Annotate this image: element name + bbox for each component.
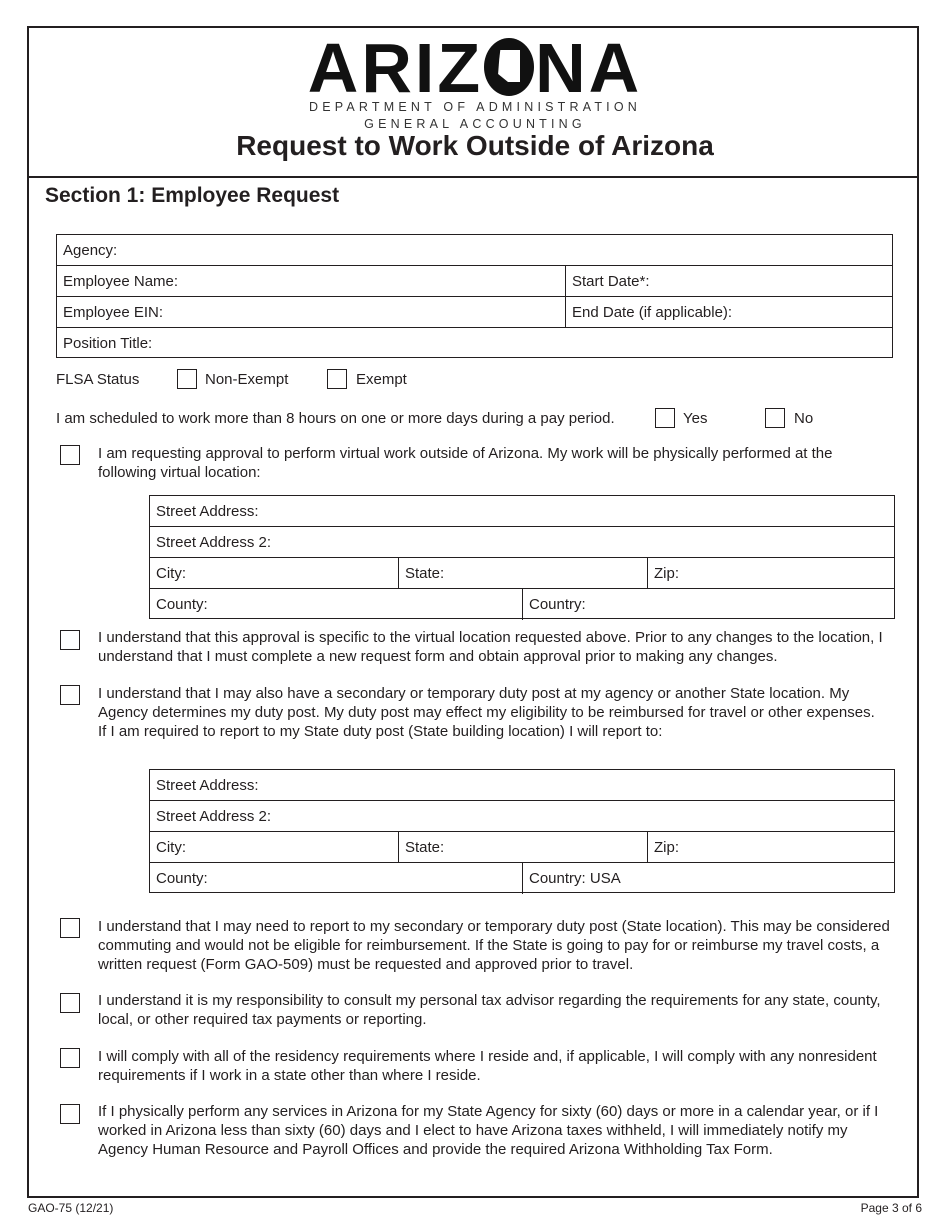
arizona-state-icon	[484, 38, 534, 96]
ack-withholding-checkbox[interactable]	[60, 1104, 80, 1124]
virtual-country-label: Country:	[529, 596, 586, 613]
employee-info-grid	[56, 234, 893, 358]
duty-county-label: County:	[156, 870, 208, 887]
agency-label: Agency:	[63, 242, 118, 259]
end-date-field[interactable]	[565, 297, 892, 327]
exempt-label: Exempt	[356, 371, 407, 388]
duty-county-field[interactable]	[150, 863, 522, 894]
virtual-county-field[interactable]	[150, 589, 522, 620]
ack-location-checkbox[interactable]	[60, 630, 80, 650]
ack-withholding-text: If I physically perform any services in Arizona for my State Agency for sixty (60) days or more in a calendar year, or if I worked in Arizona less than sixty (60) days and I elect to have Arizona taxes withheld, I will immediately notify my Agency Human Resource and Payroll Offices and provide the required Arizona Withholding Tax Form.	[98, 1103, 879, 1158]
position-title-field[interactable]	[57, 328, 892, 359]
ack-duty-post-checkbox[interactable]	[60, 685, 80, 705]
virtual-zip-field[interactable]	[647, 558, 894, 588]
virtual-request-text: I am requesting approval to perform virtual work outside of Arizona. My work will be physically performed at the following virtual location:	[98, 445, 833, 481]
virtual-zip-label: Zip:	[654, 565, 680, 582]
department-name: DEPARTMENT OF ADMINISTRATION	[309, 100, 641, 114]
virtual-city-field[interactable]	[150, 558, 398, 588]
duty-county-row	[150, 863, 894, 894]
ack-tax-text: I understand it is my responsibility to consult my personal tax advisor regarding the requirements for any state, county, local, or other required tax payments or reporting.	[98, 992, 881, 1028]
duty-address-grid	[149, 769, 895, 893]
duty-state-label: State:	[405, 839, 445, 856]
employee-ein-field[interactable]	[57, 297, 565, 327]
duty-country-field[interactable]	[522, 863, 894, 894]
ack-residency-text: I will comply with all of the residency requirements where I reside and, if applicable, I will comply with any nonresident requirements if I work in a state other than where I reside.	[98, 1048, 877, 1084]
duty-street2-row	[150, 801, 894, 832]
virtual-street-field[interactable]	[150, 496, 894, 526]
form-title: Request to Work Outside of Arizona	[236, 130, 714, 161]
duty-zip-label: Zip:	[654, 839, 680, 856]
position-title-label: Position Title:	[63, 335, 153, 352]
end-date-label: End Date (if applicable):	[572, 304, 733, 321]
duty-street2-label: Street Address 2:	[156, 808, 272, 825]
duty-street-field[interactable]	[150, 770, 894, 800]
duty-country-label: Country: USA	[529, 870, 621, 887]
virtual-address-grid	[149, 495, 895, 619]
ack-commuting-checkbox[interactable]	[60, 918, 80, 938]
virtual-request-checkbox[interactable]	[60, 445, 80, 465]
flsa-status-label: FLSA Status	[56, 371, 140, 388]
schedule-yes-label: Yes	[683, 410, 708, 427]
form-id: GAO-75 (12/21)	[28, 1201, 114, 1215]
employee-ein-label: Employee EIN:	[63, 304, 164, 321]
ack-residency-checkbox[interactable]	[60, 1048, 80, 1068]
employee-name-label: Employee Name:	[63, 273, 179, 290]
employee-name-row	[57, 266, 892, 297]
logo-text-right: NA	[535, 29, 643, 107]
non-exempt-label: Non-Exempt	[205, 371, 289, 388]
ack-tax-checkbox[interactable]	[60, 993, 80, 1013]
virtual-county-label: County:	[156, 596, 208, 613]
virtual-country-field[interactable]	[522, 589, 894, 620]
agency-row	[57, 235, 892, 266]
page-number: Page 3 of 6	[860, 1201, 922, 1215]
agency-field[interactable]	[57, 235, 892, 265]
start-date-label: Start Date*:	[572, 273, 650, 290]
logo-text-left: ARIZ	[307, 29, 484, 107]
schedule-no-label: No	[794, 410, 814, 427]
ack-commuting-text: I understand that I may need to report to my secondary or temporary duty post (State location). This may be considered commuting and would not be eligible for reimbursement. If the State is going to pay for or reimburse my travel costs, a written request (Form GAO-509) must be requested and approved prior to travel.	[98, 918, 890, 973]
duty-city-field[interactable]	[150, 832, 398, 862]
virtual-city-label: City:	[156, 565, 186, 582]
duty-city-label: City:	[156, 839, 186, 856]
division-name: GENERAL ACCOUNTING	[364, 117, 586, 131]
duty-zip-field[interactable]	[647, 832, 894, 862]
employee-ein-row	[57, 297, 892, 328]
duty-city-row	[150, 832, 894, 863]
section-title: Section 1: Employee Request	[45, 184, 340, 207]
virtual-county-row	[150, 589, 894, 620]
virtual-street-label: Street Address:	[156, 503, 259, 520]
duty-street2-field[interactable]	[150, 801, 894, 831]
virtual-street2-field[interactable]	[150, 527, 894, 557]
virtual-street2-label: Street Address 2:	[156, 534, 272, 551]
virtual-state-label: State:	[405, 565, 445, 582]
non-exempt-checkbox[interactable]	[177, 369, 197, 389]
duty-street-row	[150, 770, 894, 801]
schedule-question: I am scheduled to work more than 8 hours on one or more days during a pay period.	[56, 410, 615, 427]
duty-street-label: Street Address:	[156, 777, 259, 794]
duty-state-field[interactable]	[398, 832, 647, 862]
ack-duty-post-text: I understand that I may also have a secondary or temporary duty post at my agency or another State location. My Agency determines my duty post. My duty post may effect my eligibility to be reimbursed for travel or other expenses. If I am required to report to my State duty post (State building location) I will report to:	[98, 685, 875, 740]
exempt-checkbox[interactable]	[327, 369, 347, 389]
ack-location-text: I understand that this approval is specific to the virtual location requested above. Prior to any changes to the location, I understand that I must complete a new request form and obtain approval prior to making any changes.	[98, 629, 883, 665]
position-title-row	[57, 328, 892, 359]
start-date-field[interactable]	[565, 266, 892, 296]
schedule-yes-checkbox[interactable]	[655, 408, 675, 428]
virtual-city-row	[150, 558, 894, 589]
virtual-state-field[interactable]	[398, 558, 647, 588]
header-divider	[27, 176, 919, 178]
employee-name-field[interactable]	[57, 266, 565, 296]
virtual-street-row	[150, 496, 894, 527]
virtual-street2-row	[150, 527, 894, 558]
schedule-no-checkbox[interactable]	[765, 408, 785, 428]
